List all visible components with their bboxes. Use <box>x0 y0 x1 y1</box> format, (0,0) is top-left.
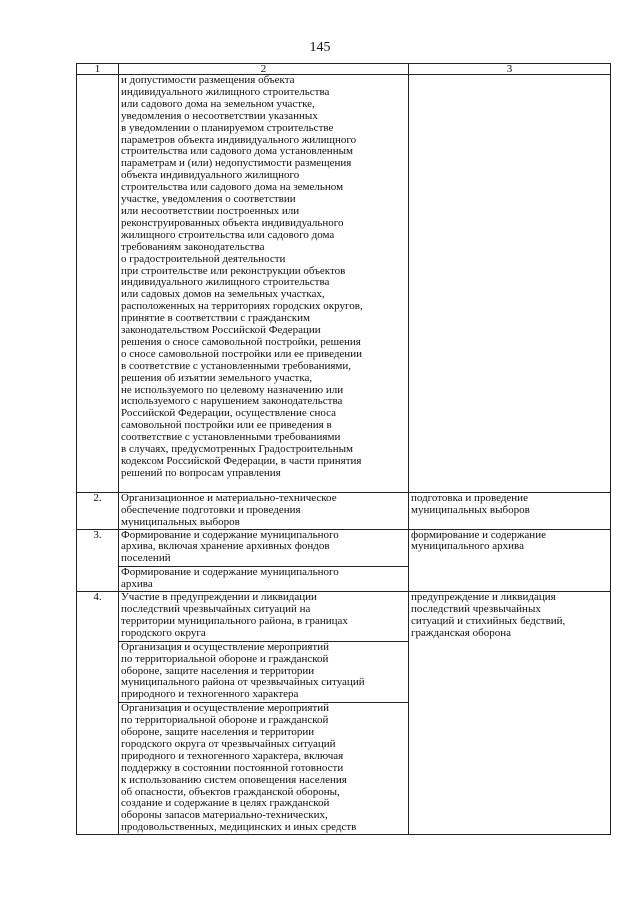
powers-cell <box>119 529 409 592</box>
issues-cell <box>409 492 611 529</box>
powers-cell <box>119 492 409 529</box>
text-line: территории муниципального района, в границах <box>121 614 348 627</box>
power-block <box>121 592 406 640</box>
text-line: последствий чрезвычайных <box>411 602 541 615</box>
text-line: параметрам и (или) недопустимости размещения <box>121 157 352 170</box>
text-line: Организационное и материально-техническое <box>121 491 337 504</box>
text-line: Участие в предупреждении и ликвидации <box>121 591 317 604</box>
page-number: 145 <box>309 40 331 55</box>
text-line: в соответствие с установленными требованиями, <box>121 359 352 372</box>
text-line: законодательством Российской Федерации <box>121 324 321 337</box>
text-line: муниципальных выборов <box>121 515 240 528</box>
text-line: к использованию систем оповещения населения <box>121 773 347 786</box>
text-line: муниципального района от чрезвычайных ситуаций <box>121 676 365 689</box>
text-line: обороны запасов материально-технических, <box>121 809 328 822</box>
text-line: муниципальных выборов <box>411 503 530 516</box>
text-line: гражданская оборона <box>411 626 511 639</box>
text-line: индивидуального жилищного строительства <box>121 276 330 289</box>
text-line: создание и содержание в целях гражданской <box>121 797 330 810</box>
text-line: городского округа <box>121 626 206 639</box>
text-line: Формирование и содержание муниципального <box>121 566 339 579</box>
text-line: решения о сносе самовольной постройки, решения <box>121 335 361 348</box>
text-line: ситуаций и стихийных бедствий, <box>411 614 566 627</box>
header-col-1: 1 <box>77 64 119 75</box>
text-line: по территориальной обороне и гражданской <box>121 714 329 727</box>
power-block <box>121 493 406 529</box>
text-line: расположенных на территориях городских округов, <box>121 300 363 313</box>
issues-cell <box>409 592 611 835</box>
text-line: или садовых домов на земельных участках, <box>121 288 325 301</box>
text-line: самовольной постройки или ее приведения в <box>121 419 332 432</box>
text-line: Формирование и содержание муниципального <box>121 528 339 541</box>
text-line: природного и техногенного характера, включая <box>121 749 344 762</box>
text-line: обеспечение подготовки и проведения <box>121 503 301 516</box>
power-block <box>119 566 408 591</box>
row-number: 3. <box>77 529 119 592</box>
text-line: предупреждение и ликвидация <box>411 591 556 604</box>
powers-table <box>76 63 611 835</box>
header-col-2: 2 <box>119 64 409 75</box>
text-line: соответствие с установленными требованиями <box>121 431 341 444</box>
text-line: Российской Федерации, осуществление сноса <box>121 407 337 420</box>
text-line: архива <box>121 578 153 591</box>
text-line: строительства или садового дома на земельном <box>121 181 344 194</box>
text-line: при строительстве или реконструкции объектов <box>121 264 346 277</box>
table-row <box>77 592 611 835</box>
power-block <box>121 75 406 480</box>
text-line: последствий чрезвычайных ситуаций на <box>121 602 311 615</box>
text-line: уведомления о несоответствии указанных <box>121 109 318 122</box>
text-line: обороне, защите населения и территории <box>121 664 315 677</box>
text-line: индивидуального жилищного строительства <box>121 85 330 98</box>
text-line: и допустимости размещения объекта <box>121 74 295 86</box>
text-line: архива, включая хранение архивных фондов <box>121 540 330 553</box>
power-block <box>119 641 408 702</box>
table-row <box>77 75 611 493</box>
text-line: жилищного строительства или садового дома <box>121 228 335 241</box>
text-line: о сносе самовольной постройки или ее приведении <box>121 347 362 360</box>
text-line: формирование и содержание <box>411 528 546 541</box>
power-block <box>121 530 406 566</box>
text-line: принятие в соответствии с гражданским <box>121 312 310 325</box>
text-line: строительства или садового дома установленным <box>121 145 353 158</box>
row-number: 4. <box>77 592 119 835</box>
text-line: не используемого по целевому назначению или <box>121 383 344 396</box>
text-line: муниципального архива <box>411 540 524 553</box>
text-line: параметров объекта индивидуального жилищного <box>121 133 357 146</box>
table-row <box>77 492 611 529</box>
powers-cell <box>119 75 409 493</box>
text-line: по территориальной обороне и гражданской <box>121 652 329 665</box>
text-line: поселений <box>121 552 171 565</box>
text-line: решения об изъятии земельного участка, <box>121 371 313 384</box>
text-line: решений по вопросам управления <box>121 466 281 479</box>
text-line: обороне, защите населения и территории <box>121 726 315 739</box>
text-line: природного и техногенного характера <box>121 688 299 701</box>
text-line: о градостроительной деятельности <box>121 252 286 265</box>
text-line: или садового дома на земельном участке, <box>121 97 315 110</box>
text-line: объекта индивидуального жилищного <box>121 169 300 182</box>
text-line: Организация и осуществление мероприятий <box>121 702 329 715</box>
text-line: городского округа от чрезвычайных ситуаций <box>121 737 336 750</box>
text-line: поддержку в состоянии постоянной готовности <box>121 761 344 774</box>
powers-cell <box>119 592 409 835</box>
text-line: используемого с нарушением законодательства <box>121 395 343 408</box>
table-header-row <box>77 64 611 75</box>
text-line: продовольственных, медицинских и иных средств <box>121 821 357 834</box>
text-line: или несоответствии построенных или <box>121 204 300 217</box>
text-line: в случаях, предусмотренных Градостроительным <box>121 443 354 456</box>
table-row <box>77 529 611 592</box>
text-line: реконструированных объекта индивидуального <box>121 216 344 229</box>
text-line: кодексом Российской Федерации, в части принятия <box>121 455 362 467</box>
text-line: подготовка и проведение <box>411 491 528 504</box>
text-line: Организация и осуществление мероприятий <box>121 640 329 653</box>
power-block <box>119 702 408 834</box>
header-col-3: 3 <box>409 64 611 75</box>
text-line: участке, уведомления о соответствии <box>121 193 296 206</box>
row-number: 2. <box>77 492 119 529</box>
row-number <box>77 75 119 493</box>
text-line: требованиям законодательства <box>121 240 265 253</box>
text-line: об опасности, объектов гражданской обороны, <box>121 785 340 798</box>
issues-cell <box>409 529 611 592</box>
text-line: в уведомлении о планируемом строительстве <box>121 121 334 134</box>
issues-cell <box>409 75 611 493</box>
